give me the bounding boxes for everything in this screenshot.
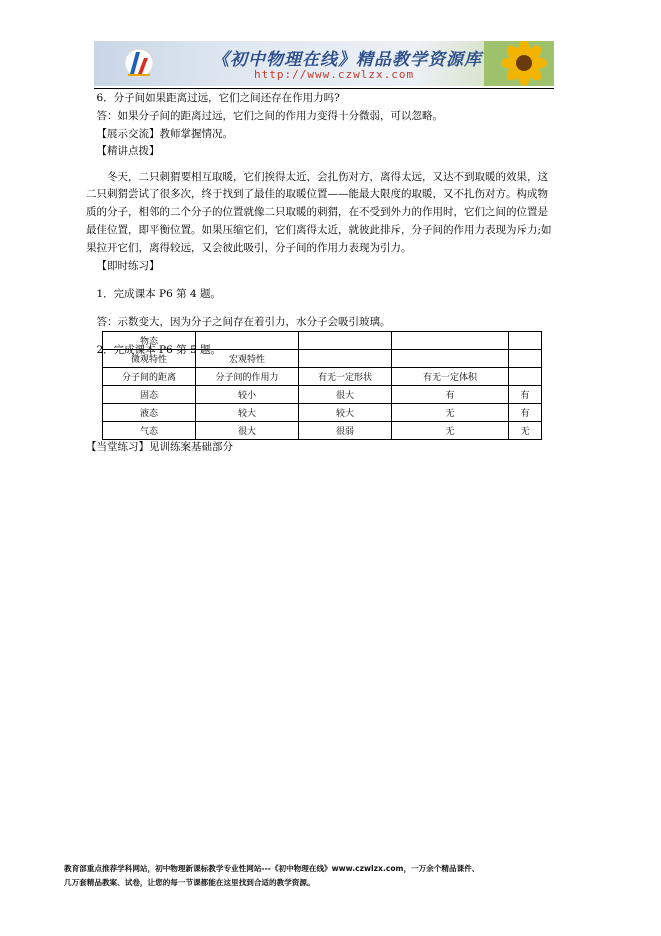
table-cell: [392, 332, 509, 350]
explain-paragraph: 冬天，二只刺猬要相互取暖，它们挨得太近，会扎伤对方，离得太远，又达不到取暖的效果，这二只刺猬尝试了很多次，终于找到了最佳的取暖位置——能最大限度的取暖，又不扎伤对方。构成物质的分子，相邻的二个分子的位置就像二只取暖的刺猬，在不受到外力的作用时，它们之间的位置是最佳位置，即平衡位置。如果压缩它们，它们离得太近，就彼此排斥，分子间的作用力表现为斥力;如果拉开它们，离得较远，又会彼此吸引，分子间的作用力表现为引力。: [86, 170, 552, 254]
table-cell: [299, 332, 392, 350]
table-cell: 宏观特性: [196, 350, 299, 368]
banner-url[interactable]: http://www.czwlzx.com: [254, 68, 415, 81]
table-cell: 很大: [299, 386, 392, 404]
table-cell: 较小: [196, 386, 299, 404]
table-cell: 较大: [196, 404, 299, 422]
table-cell: 气态: [103, 422, 196, 440]
table-cell: 无: [392, 404, 509, 422]
explain-heading: 【精讲点拨】: [96, 145, 160, 158]
table-row: [103, 350, 542, 368]
table-cell: 物态: [103, 332, 196, 350]
table-cell: 无: [392, 422, 509, 440]
table-cell: [509, 332, 542, 350]
table-row: [103, 386, 542, 404]
table-cell: 很大: [196, 422, 299, 440]
table-row: [103, 422, 542, 440]
table-row: [103, 404, 542, 422]
footer-line-2: 几万套精品教案、试卷，让您的每一节课都能在这里找到合适的教学资源。: [64, 878, 315, 887]
footer-line-1: 教育部重点推荐学科网站，初中物理新课标教学专业性网站---《初中物理在线》www.czwlzx.com，一万余个精品课件、: [64, 864, 480, 873]
practice-heading: 【即时练习】: [96, 259, 160, 272]
question-6: 6．分子间如果距离过远，它们之间还存在作用力吗?: [96, 92, 340, 104]
table-cell: 有: [392, 386, 509, 404]
table-row: [103, 368, 542, 386]
show-section: 【展示交流】教师掌握情况。: [96, 127, 233, 140]
homework-line: 【当堂练习】见训练案基础部分: [86, 441, 233, 453]
answer-6: 答：如果分子间的距离过远，它们之间的作用力变得十分微弱，可以忽略。: [96, 109, 443, 122]
table-row: [103, 332, 542, 350]
table-cell: 分子间的距离: [103, 368, 196, 386]
practice-item-1: 1．完成课本 P6 第 4 题。: [96, 287, 221, 300]
page-footer: [64, 862, 604, 890]
banner-title: 《初中物理在线》精品教学资源库: [212, 50, 482, 70]
table-cell: [196, 332, 299, 350]
practice-item-2: 2．完成课本 P6 第 5 题。: [96, 344, 221, 357]
header-banner: [94, 41, 554, 86]
table-cell: [299, 350, 392, 368]
states-of-matter-table: [102, 331, 542, 440]
table-cell: 有无一定形状: [299, 368, 392, 386]
table-cell: [509, 368, 542, 386]
table-cell: 分子间的作用力: [196, 368, 299, 386]
table-cell: 有无一定体积: [392, 368, 509, 386]
site-logo-icon: [124, 46, 154, 80]
header-rule: [94, 88, 554, 89]
table-cell: 很弱: [299, 422, 392, 440]
table-cell: [392, 350, 509, 368]
answer-1: 答：示数变大，因为分子之间存在着引力，水分子会吸引玻璃。: [96, 316, 391, 329]
table-cell: 有: [509, 404, 542, 422]
table-cell: [509, 350, 542, 368]
table-cell: 微观特性: [103, 350, 196, 368]
table-cell: 有: [509, 386, 542, 404]
table-cell: 液态: [103, 404, 196, 422]
table-cell: 较大: [299, 404, 392, 422]
table-cell: 固态: [103, 386, 196, 404]
table-cell: 无: [509, 422, 542, 440]
intro-section: [86, 90, 556, 161]
sunflower-icon: [484, 41, 554, 86]
